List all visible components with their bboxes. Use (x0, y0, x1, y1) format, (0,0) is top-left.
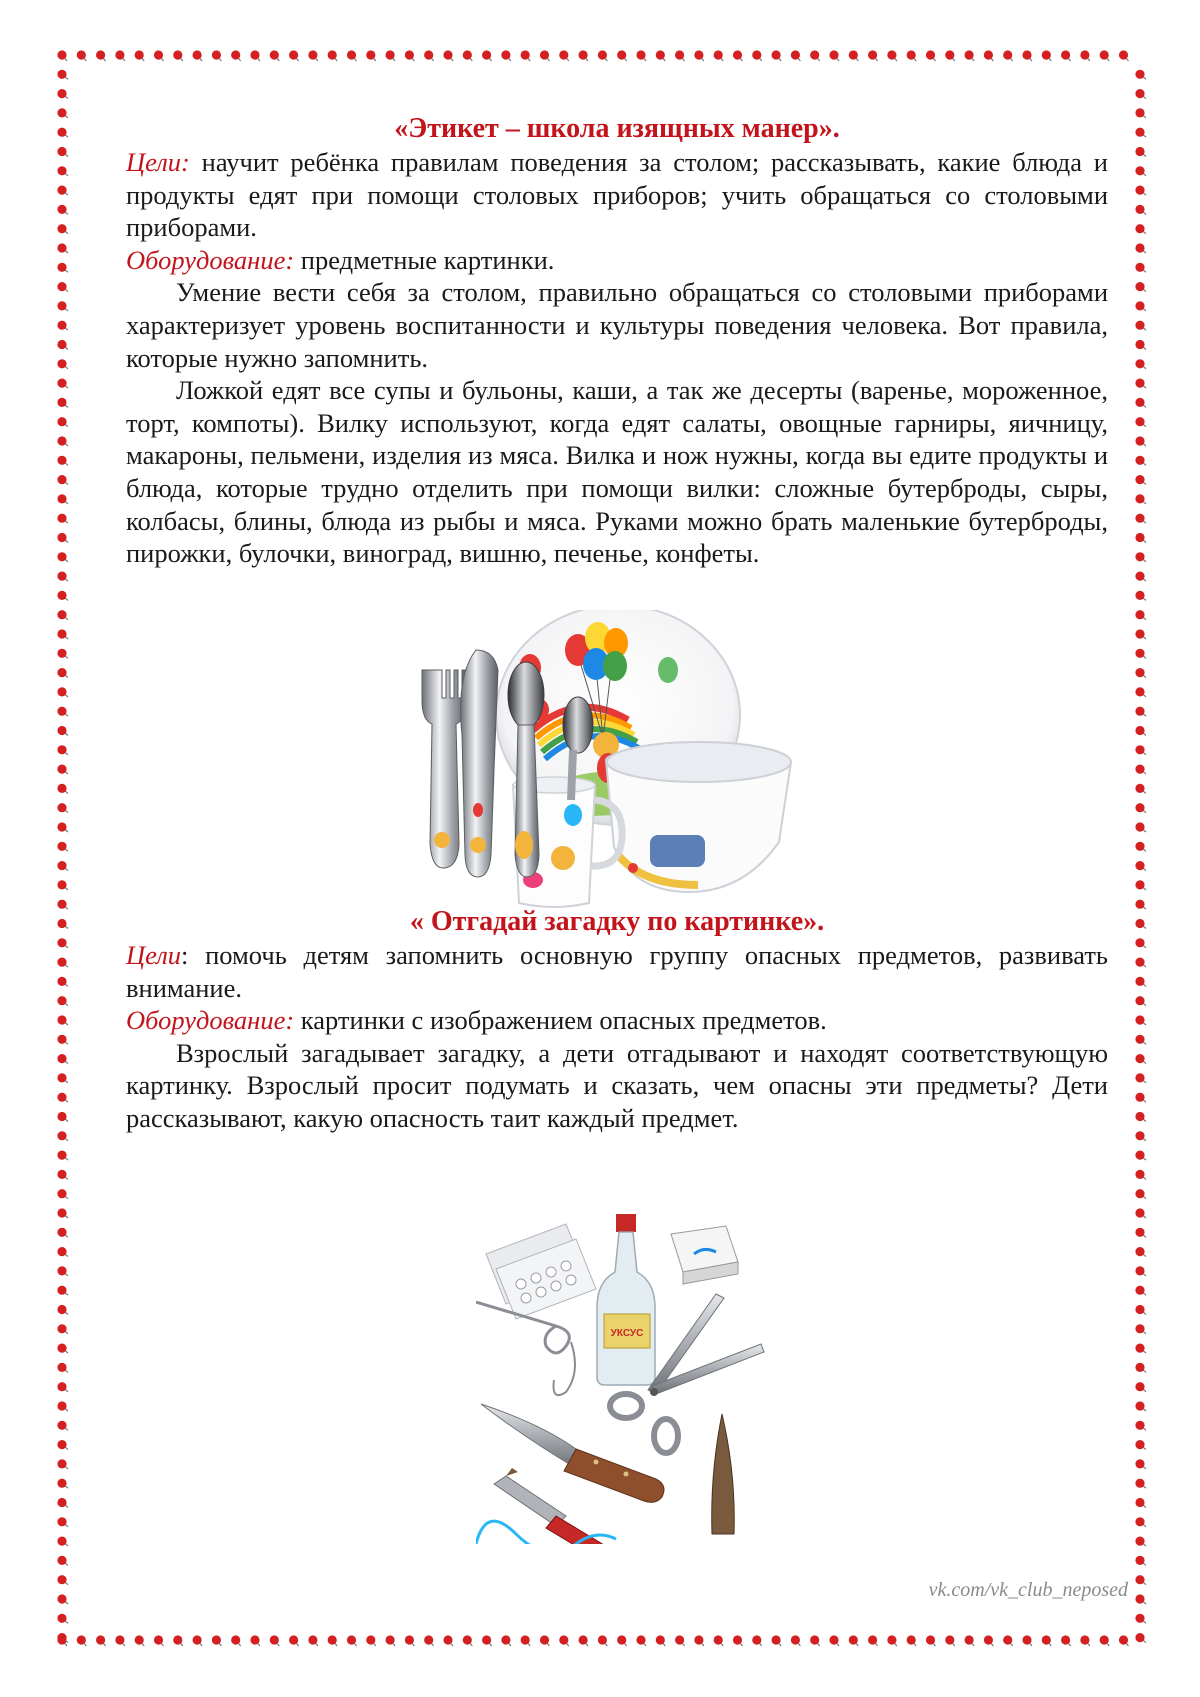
goals-label: Цели: (126, 147, 190, 177)
section2-content (126, 905, 1108, 1135)
section1-paragraph-1: Умение вести себя за столом, правильно обращаться со столовыми приборами характеризует уровень воспитанности и культуры поведения человека. Вот правила, которые нужно запомнить. (126, 277, 1108, 373)
pills-blister (486, 1224, 596, 1319)
section2-goals (126, 939, 1108, 1004)
section2-title: « Отгадай загадку по картинке». (409, 906, 825, 937)
goals-text: научит ребёнка правилам поведения за столом; рассказывать, какие блюда и продукты едят при помощи столовых приборов; учить обращаться со столовыми приборами. (126, 147, 1108, 243)
section1-title: «Этикет – школа изящных манер». (394, 113, 840, 144)
page-content (126, 112, 1108, 570)
awl (476, 1302, 575, 1395)
section1-equipment (126, 244, 1108, 277)
fork (422, 670, 466, 868)
goals-text: : помочь детям запомнить основную группу опасных предметов, развивать внимание. (126, 940, 1108, 1003)
equipment-text: предметные картинки. (294, 244, 555, 275)
section2-paragraph-1: Взрослый загадывает загадку, а дети отгадывают и находят соответствующую картинку. Взрослый просит подумать и сказать, чем опасны эти предметы? Дети рассказывают, какую опасность таит каждый предмет. (126, 1037, 1108, 1133)
bottle-label: УКСУС (610, 1328, 644, 1339)
matchbox (671, 1226, 738, 1284)
dangerous-objects-picture (476, 1214, 766, 1544)
bowl (606, 742, 791, 892)
equipment-label: Оборудование: (126, 244, 295, 275)
watermark: vk.com/vk_club_neposed (928, 1579, 1128, 1601)
equipment-text: картинки с изображением опасных предметов. (294, 1005, 827, 1036)
section1-goals (126, 146, 1108, 244)
equipment-label: Оборудование: (126, 1005, 295, 1036)
bullet (712, 1414, 735, 1534)
vinegar-bottle (597, 1214, 655, 1385)
goals-label: Цели (126, 940, 182, 970)
section1-paragraph-2: Ложкой едят все супы и бульоны, каши, а так же десерты (варенье, мороженное, торт, компоты). Вилку используют, когда едят салаты, овощные гарниры, яичницу, макароны, пельмени, изделия из мяса. Вилка и нож нужны, когда вы едите продукты и блюда, которые трудно отделить при помощи вилки: сложные бутерброды, сыры, колбасы, блины, блюда из рыбы и мяса. Руками можно брать маленькие бутерброды, пирожки, булочки, виноград, вишню, печенье, конфеты. (126, 375, 1108, 569)
knife (461, 650, 498, 877)
section2-equipment (126, 1004, 1108, 1037)
dinnerware-cutlery-picture (418, 610, 818, 915)
